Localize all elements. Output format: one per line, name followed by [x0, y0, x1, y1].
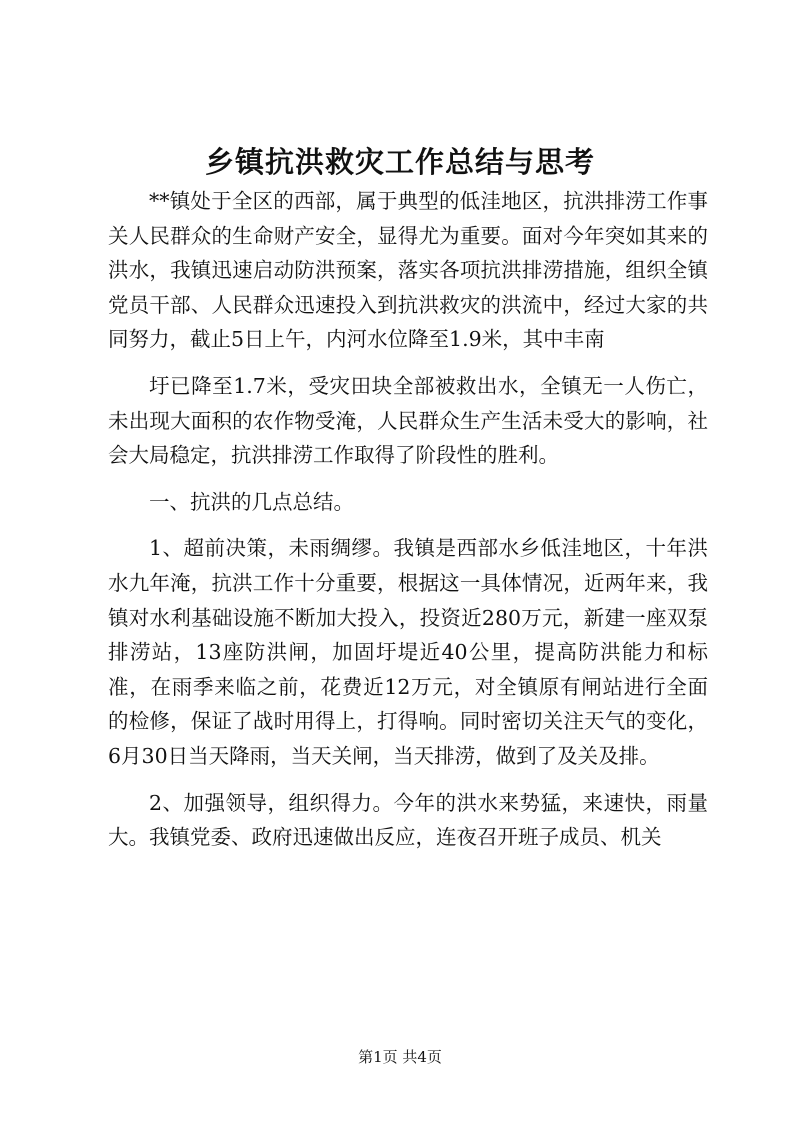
section-heading-summary: 一、抗洪的几点总结。: [149, 489, 354, 514]
paragraph-intro: **镇处于全区的西部，属于典型的低洼地区，抗洪排涝工作事关人民群众的生命财产安全，显得尤为重要。面对今年突如其来的洪水，我镇迅速启动防洪预案，落实各项抗洪排涝措施，组织全镇党员干部、人民群众迅速投入到抗洪救灾的洪流中，经过大家的共同努力，截止5日上午，内河水位降至1.9米，其中丰南: [108, 189, 708, 352]
paragraph-point-2: 2、加强领导，组织得力。今年的洪水来势猛，来速快，雨量大。我镇党委、政府迅速做出反应，连夜召开班子成员、机关: [108, 790, 708, 850]
document-title: 乡镇抗洪救灾工作总结与思考: [204, 145, 595, 179]
document-body: [108, 184, 708, 867]
paragraph-point-1: 1、超前决策，未雨绸缪。我镇是西部水乡低洼地区，十年洪水九年淹，抗洪工作十分重要，根据这一具体情况，近两年来，我镇对水利基础设施不断加大投入，投资近280万元，新建一座双泵排涝站，13座防洪闸，加固圩堤近40公里，提高防洪能力和标准，在雨季来临之前，花费近12万元，对全镇原有闸站进行全面的检修，保证了战时用得上，打得响。同时密切关注天气的变化，6月30日当天降雨，当天关闸，当天排涝，做到了及关及排。: [108, 536, 708, 768]
page-footer: 第1页 共4页: [358, 1048, 442, 1066]
paragraph-result: 圩已降至1.7米，受灾田块全部被救出水，全镇无一人伤亡，未出现大面积的农作物受淹，人民群众生产生活未受大的影响，社会大局稳定，抗洪排涝工作取得了阶段性的胜利。: [108, 373, 708, 468]
